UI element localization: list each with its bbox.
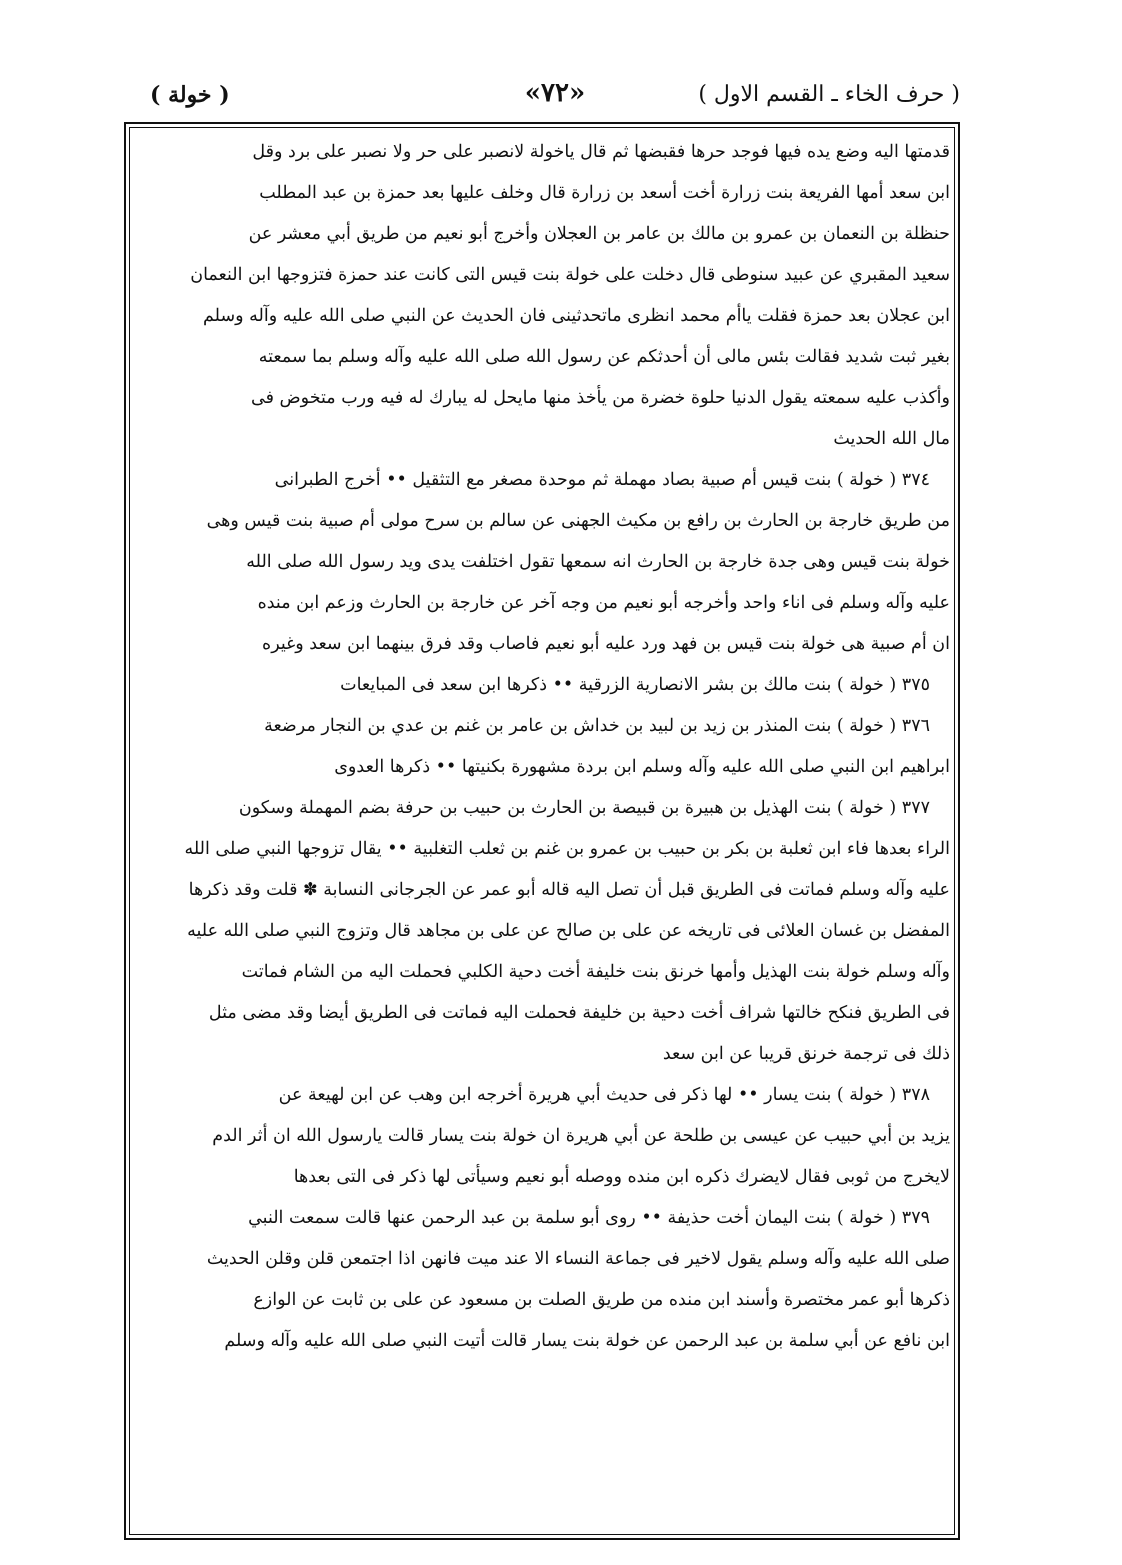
text-line: ابراهيم ابن النبي صلى الله عليه وآله وسلم ابن بردة مشهورة بكنيتها •• ذكرها العدوى [334, 757, 950, 777]
text-line: حنظلة بن النعمان بن عمرو بن مالك بن عامر بن العجلان وأخرج أبو نعيم من طريق أبي معشر عن [248, 224, 950, 244]
page-number: «٧٢» [524, 78, 586, 108]
entry-first-line: ٣٧٥ ( خولة ) بنت مالك بن بشر الانصارية الزرقية •• ذكرها ابن سعد فى المبايعات [340, 675, 930, 695]
page-header [150, 78, 960, 126]
text-line: ذكرها أبو عمر مختصرة وأسند ابن منده من طريق الصلت بن مسعود عن على بن ثابت عن الوازع [253, 1290, 950, 1310]
text-line: المفضل بن غسان العلائى فى تاريخه عن على بن صالح عن على بن مجاهد قال وتزوج النبي صلى الله عليه [187, 921, 950, 941]
text-line: خولة بنت قيس وهى جدة خارجة بن الحارث انه سمعها تقول اختلفت يدى ويد رسول الله صلى الله [246, 552, 950, 572]
text-line: يزيد بن أبي حبيب عن عيسى بن طلحة عن أبي هريرة ان خولة بنت يسار قالت يارسول الله ان أثر الدم [212, 1126, 950, 1146]
text-line: بغير ثبت شديد فقالت بئس مالى أن أحدثكم عن رسول الله صلى الله عليه وآله وسلم بما سمعته [258, 347, 950, 367]
text-line: من طريق خارجة بن الحارث بن رافع بن مكيث الجهنى عن سالم بن سرح مولى أم صبية بنت قيس وهى [206, 511, 950, 531]
text-line: وأكذب عليه سمعته يقول الدنيا حلوة خضرة من يأخذ منها مايحل له يبارك له فيه ورب متخوض فى [250, 388, 950, 408]
text-line: ابن عجلان بعد حمزة فقلت ياأم محمد انظرى ماتحدثينى فان الحديث عن النبي صلى الله عليه وآله وسلم [203, 306, 950, 326]
text-line: عليه وآله وسلم فى اناء واحد وأخرجه أبو نعيم من وجه آخر عن خارجة بن الحارث وزعم ابن منده [257, 593, 950, 613]
text-line: قدمتها اليه وضع يده فيها فوجد حرها فقبضها ثم قال ياخولة لانصبر على حر ولا نصبر على برد وقل [252, 142, 950, 162]
text-line: سعيد المقبري عن عبيد سنوطى قال دخلت على خولة بنت قيس التى كانت عند حمزة فتزوجها ابن النعمان [190, 265, 950, 285]
entry-first-line: ٣٧٧ ( خولة ) بنت الهذيل بن هبيرة بن قبيصة بن الحارث بن حبيب بن حرفة بضم المهملة وسكون [238, 798, 930, 818]
text-line: وآله وسلم خولة بنت الهذيل وأمها خرنق بنت خليفة أخت دحية الكلبي فحملت اليه من الشام فماتت [241, 962, 950, 982]
text-line: فى الطريق فنكح خالتها شراف أخت دحية بن خليفة فحملت اليه فماتت فى الطريق أيضا وقد مضى مثل [208, 1003, 950, 1023]
entry-first-line: ٣٧٩ ( خولة ) بنت اليمان أخت حذيفة •• روى أبو سلمة بن عبد الرحمن عنها قالت سمعت النبي [248, 1208, 930, 1228]
text-line: ذلك فى ترجمة خرنق قريبا عن ابن سعد [662, 1044, 950, 1064]
text-line: ان أم صبية هى خولة بنت قيس بن فهد ورد عليه أبو نعيم فاصاب وقد فرق بينهما ابن سعد وغيره [262, 634, 950, 654]
text-line: لايخرج من ثوبى فقال لايضرك ذكره ابن منده ووصله أبو نعيم وسيأتى لها ذكر فى التى بعدها [293, 1167, 950, 1187]
entry-first-line: ٣٧٨ ( خولة ) بنت يسار •• لها ذكر فى حديث أبي هريرة أخرجه ابن وهب عن ابن لهيعة عن [278, 1085, 930, 1105]
entry-first-line: ٣٧٤ ( خولة ) بنت قيس أم صبية بصاد مهملة ثم موحدة مصغر مع التثقيل •• أخرج الطبرانى [274, 470, 930, 490]
text-line: صلى الله عليه وآله وسلم يقول لاخير فى جماعة النساء الا عند ميت فانهن اذا اجتمعن قلن وقلن الحديث [206, 1249, 950, 1269]
text-line: عليه وآله وسلم فماتت فى الطريق قبل أن تصل اليه قاله أبو عمر عن الجرجانى النسابة ✽ قلت وقد ذكرها [188, 880, 950, 900]
text-line: ابن سعد أمها الفريعة بنت زرارة أخت أسعد بن زرارة قال وخلف عليها بعد حمزة بن عبد المطلب [259, 183, 950, 203]
main-text-block [142, 132, 950, 1362]
entry-first-line: ٣٧٦ ( خولة ) بنت المنذر بن زيد بن لبيد بن خداش بن عامر بن غنم بن عدي بن النجار مرضعة [264, 716, 930, 736]
text-line: مال الله الحديث [833, 429, 950, 449]
section-title: ( حرف الخاء ـ القسم الاول ) [698, 82, 960, 107]
text-line: ابن نافع عن أبي سلمة بن عبد الرحمن عن خولة بنت يسار قالت أتيت النبي صلى الله عليه وآله وسلم [224, 1331, 950, 1351]
text-line: الراء بعدها فاء ابن ثعلبة بن بكر بن حبيب بن عمرو بن غنم بن ثعلب التغلبية •• يقال تزوجها النبي صلى الله [184, 839, 950, 859]
running-head-entry: ( خولة ) [150, 82, 230, 108]
